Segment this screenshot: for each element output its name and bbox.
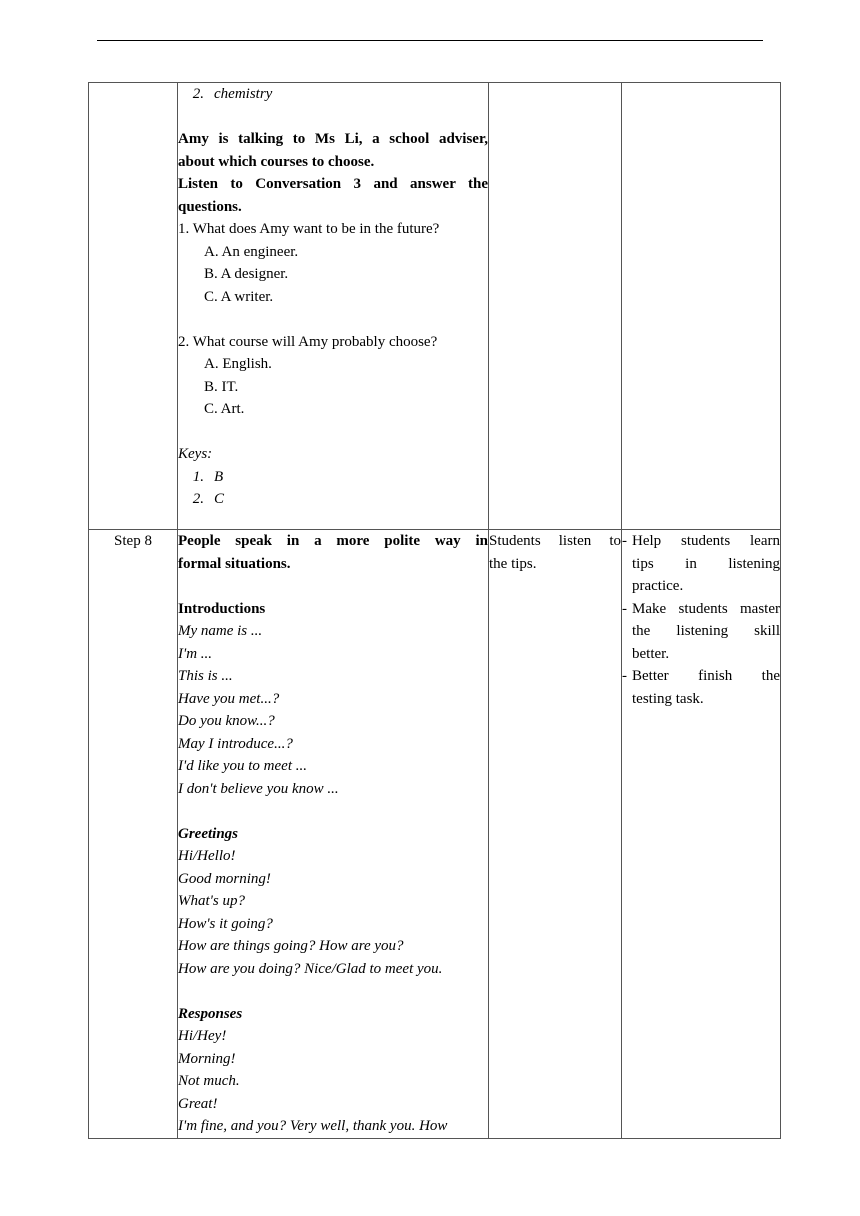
key-answer: B (214, 468, 224, 485)
option: A. An engineer. (204, 243, 299, 260)
key-item (178, 488, 488, 511)
key-item (178, 466, 488, 489)
activity-cell (489, 530, 622, 1139)
option: B. A designer. (204, 266, 289, 282)
greetings-title: Greetings (178, 825, 238, 842)
purpose-line: Make students master (632, 600, 780, 617)
option: A. English. (204, 356, 272, 372)
table-row (89, 530, 781, 1139)
instruction-line: Listen to Conversation 3 and answer the (178, 176, 488, 192)
list-text: chemistry (214, 86, 273, 102)
heading-line: formal situations. (178, 555, 291, 572)
phrase: How are things going? How are you? (178, 938, 404, 954)
keys-label: Keys: (178, 446, 213, 462)
phrase: Have you met...? (178, 690, 280, 707)
phrase: Good morning! (178, 870, 271, 887)
purpose-line: Better finish the (632, 668, 780, 684)
step-cell (89, 530, 178, 1139)
content-cell (178, 83, 489, 530)
phrase: Not much. (178, 1073, 240, 1089)
header-rule (97, 40, 763, 41)
purpose-cell (622, 530, 781, 1139)
list-number: 1. (192, 468, 204, 485)
option: C. Art. (204, 401, 245, 417)
step-label: Step 8 (114, 533, 152, 549)
purpose-item: - Help students learn tips in listening practice. (622, 530, 780, 598)
instruction-text (178, 173, 488, 196)
section-heading (178, 530, 488, 553)
purpose-line: testing task. (632, 690, 704, 707)
content-cell (178, 530, 489, 1139)
responses-title: Responses (178, 1005, 243, 1022)
list-number: 2. (192, 86, 204, 102)
intro-text (178, 128, 488, 151)
purpose-line: tips in listening (632, 555, 780, 572)
purpose-line: better. (632, 645, 670, 662)
intro-line: about which courses to choose. (178, 153, 375, 170)
phrase: How's it going? (178, 915, 273, 932)
phrase: This is ... (178, 668, 233, 684)
instruction-line: questions. (178, 198, 242, 215)
introductions-title: Introductions (178, 600, 266, 617)
lesson-plan-table (88, 82, 781, 1139)
phrase: I'm ... (178, 645, 213, 662)
list-item (178, 83, 488, 106)
activity-cell (489, 83, 622, 530)
table-row (89, 83, 781, 530)
key-answer: C (214, 491, 225, 507)
question-1: 1. What does Amy want to be in the future? (178, 221, 440, 237)
question-2: 2. What course will Amy probably choose? (178, 333, 438, 350)
option: B. IT. (204, 378, 239, 395)
phrase: I don't believe you know ... (178, 780, 339, 797)
purpose-cell (622, 83, 781, 530)
phrase: Morning! (178, 1050, 236, 1067)
purpose-line: practice. (632, 578, 684, 594)
intro-line: Amy is talking to Ms Li, a school adviser, (178, 131, 488, 147)
phrase: Hi/Hello! (178, 848, 236, 864)
phrase: How are you doing? Nice/Glad to meet you. (178, 960, 443, 977)
purpose-item: - Better finish the testing task. (622, 665, 780, 710)
phrase: I'd like you to meet ... (178, 758, 307, 774)
purpose-line: the listening skill (632, 623, 780, 639)
heading-line: People speak in a more polite way in (178, 533, 488, 549)
phrase: What's up? (178, 893, 245, 909)
activity-line: the tips. (489, 555, 537, 572)
phrase: Hi/Hey! (178, 1028, 227, 1044)
step-cell (89, 83, 178, 530)
option: C. A writer. (204, 288, 274, 305)
phrase: I'm fine, and you? Very well, thank you. How (178, 1118, 448, 1134)
list-number: 2. (192, 491, 204, 507)
activity-line: Students listen to (489, 533, 621, 549)
phrase: May I introduce...? (178, 735, 293, 752)
purpose-line: Help students learn (632, 533, 780, 549)
purpose-item: - Make students master the listening skill better. (622, 598, 780, 666)
phrase: Do you know...? (178, 713, 275, 729)
phrase: My name is ... (178, 623, 263, 639)
phrase: Great! (178, 1095, 218, 1112)
